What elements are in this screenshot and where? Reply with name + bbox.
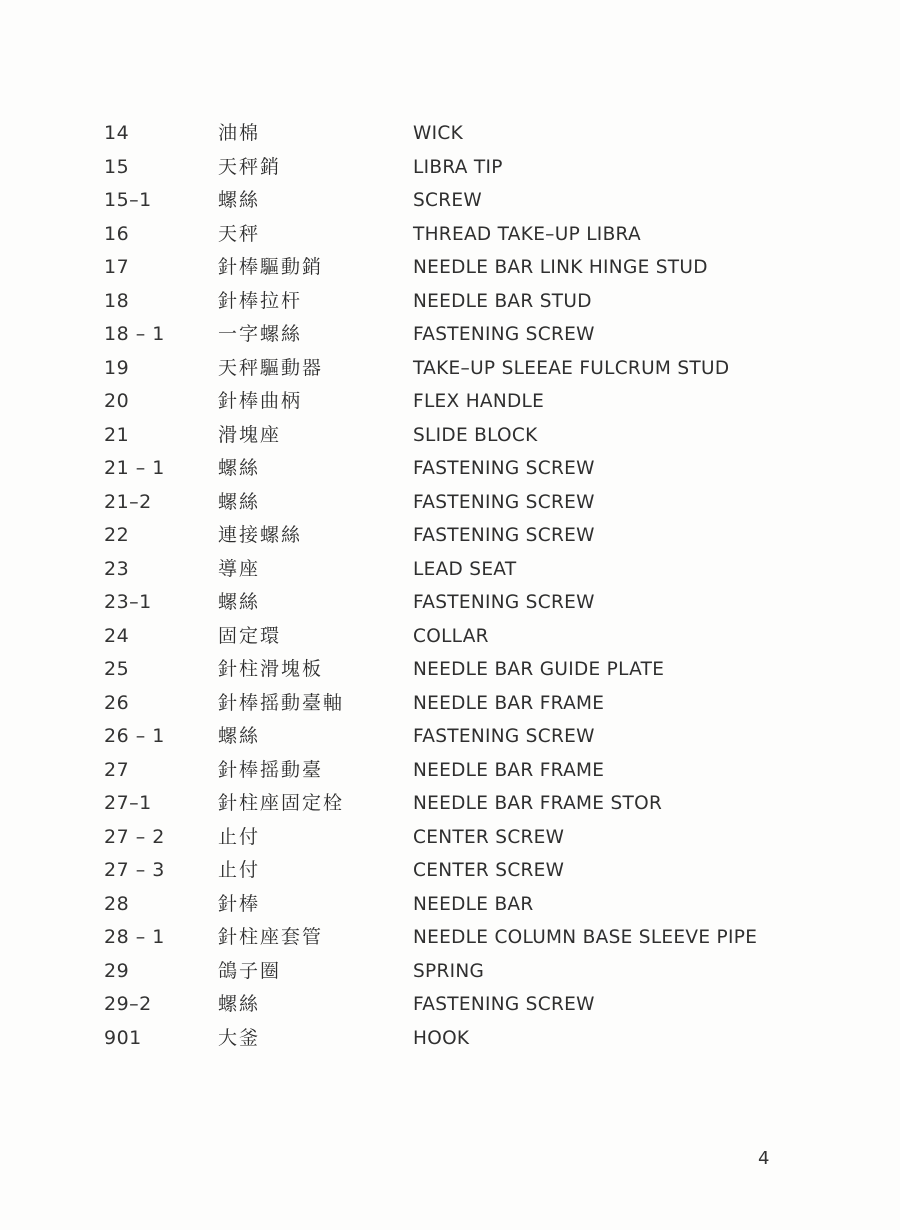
part-row [104,151,824,185]
part-row [104,921,824,955]
part-number: 27 – 3 [104,859,165,881]
part-name-chinese: 油棉 [218,122,261,144]
part-row [104,1022,824,1056]
part-name-english: FASTENING SCREW [413,994,595,1015]
part-row [104,519,824,553]
part-row [104,117,824,151]
part-number: 901 [104,1026,142,1049]
part-name-chinese: 針棒曲柄 [218,390,303,412]
part-name-chinese: 針棒摇動臺 [218,758,324,781]
part-name-english: CENTER SCREW [413,860,565,881]
part-number: 15 [104,155,130,178]
part-name-chinese: 螺絲 [218,189,261,211]
part-number: 28 [104,892,130,915]
part-number: 21 – 1 [104,457,165,479]
page-number: 4 [758,1148,770,1169]
part-row [104,385,824,419]
part-name-english: FLEX HANDLE [413,391,545,412]
part-name-english: COLLAR [413,625,489,647]
part-name-chinese: 鴿子圈 [218,959,282,982]
part-name-chinese: 天秤 [218,222,261,245]
part-name-english: FASTENING SCREW [413,726,595,747]
part-name-chinese: 螺絲 [218,725,261,747]
part-row [104,821,824,855]
part-row [104,419,824,453]
part-name-english: SPRING [413,960,485,982]
part-name-english: NEEDLE BAR FRAME [413,692,605,714]
part-number: 20 [104,390,130,412]
part-row [104,653,824,687]
part-row [104,352,824,386]
part-name-chinese: 天秤驅動器 [218,356,324,379]
part-row [104,285,824,319]
part-name-english: FASTENING SCREW [413,324,595,345]
part-name-english: LEAD SEAT [413,558,517,580]
part-number: 29 [104,959,130,982]
part-name-english: NEEDLE BAR GUIDE PLATE [413,659,665,680]
part-name-english: NEEDLE COLUMN BASE SLEEVE PIPE [413,927,758,948]
part-row [104,251,824,285]
part-name-english: FASTENING SCREW [413,525,595,546]
part-number: 19 [104,356,130,379]
part-name-english: NEEDLE BAR LINK HINGE STUD [413,257,708,278]
part-name-chinese: 滑塊座 [218,423,282,446]
part-number: 26 [104,691,130,714]
part-name-chinese: 針棒摇動臺軸 [218,691,345,714]
part-name-chinese: 針柱座套管 [218,926,324,948]
part-number: 25 [104,658,130,680]
part-row [104,486,824,520]
part-number: 29–2 [104,993,152,1015]
part-name-chinese: 螺絲 [218,591,261,613]
part-name-chinese: 止付 [218,825,261,848]
part-name-english: THREAD TAKE–UP LIBRA [413,223,641,245]
part-row [104,620,824,654]
part-name-chinese: 螺絲 [218,490,261,513]
part-name-chinese: 一字螺絲 [218,323,303,345]
part-name-english: CENTER SCREW [413,826,565,848]
part-name-english: FASTENING SCREW [413,458,595,479]
part-row [104,687,824,721]
part-name-chinese: 止付 [218,859,261,881]
part-row [104,218,824,252]
part-number: 24 [104,624,130,647]
part-row [104,787,824,821]
part-number: 22 [104,524,130,546]
part-number: 23 [104,557,130,580]
part-row [104,553,824,587]
part-number: 18 [104,289,130,312]
part-name-chinese: 螺絲 [218,993,261,1015]
part-number: 27 – 2 [104,825,165,848]
part-number: 26 – 1 [104,725,165,747]
part-name-chinese: 螺絲 [218,457,261,479]
part-name-chinese: 連接螺絲 [218,524,303,546]
part-name-chinese: 針棒 [218,892,261,915]
part-name-english: NEEDLE BAR [413,893,534,915]
part-row [104,988,824,1022]
part-number: 21 [104,423,130,446]
part-number: 14 [104,122,130,144]
part-name-english: HOOK [413,1027,470,1049]
part-name-english: SCREW [413,190,482,211]
part-number: 27 [104,758,130,781]
part-number: 27–1 [104,792,152,814]
part-name-english: FASTENING SCREW [413,491,595,513]
part-row [104,720,824,754]
part-number: 28 – 1 [104,926,165,948]
part-row [104,452,824,486]
part-number: 15–1 [104,189,152,211]
part-name-english: FASTENING SCREW [413,592,595,613]
part-number: 16 [104,222,130,245]
part-number: 23–1 [104,591,152,613]
part-row [104,318,824,352]
part-row [104,184,824,218]
part-name-chinese: 針柱座固定栓 [218,792,345,814]
part-name-chinese: 天秤銷 [218,155,282,178]
part-name-english: NEEDLE BAR FRAME [413,759,605,781]
part-name-chinese: 大釜 [218,1026,261,1049]
part-name-chinese: 導座 [218,557,261,580]
part-row [104,754,824,788]
part-name-english: WICK [413,123,463,144]
part-number: 21–2 [104,490,152,513]
part-row [104,888,824,922]
part-name-chinese: 針棒驅動銷 [218,256,324,278]
part-name-chinese: 針柱滑塊板 [218,658,324,680]
part-name-english: TAKE–UP SLEEAE FULCRUM STUD [413,357,730,379]
part-name-english: NEEDLE BAR FRAME STOR [413,793,663,814]
part-number: 18 – 1 [104,323,165,345]
parts-list [104,117,824,1055]
part-number: 17 [104,256,130,278]
part-name-english: NEEDLE BAR STUD [413,290,592,312]
part-name-chinese: 針棒拉杆 [218,289,303,312]
part-name-chinese: 固定環 [218,624,282,647]
part-row [104,955,824,989]
part-name-english: SLIDE BLOCK [413,424,538,446]
part-row [104,854,824,888]
part-name-english: LIBRA TIP [413,156,503,178]
part-row [104,586,824,620]
